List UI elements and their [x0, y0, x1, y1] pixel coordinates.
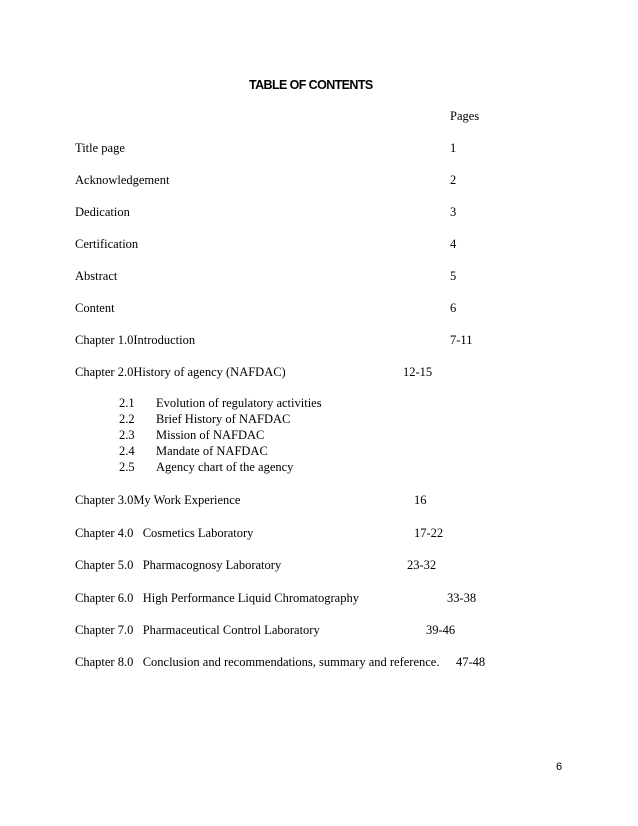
toc-entry-label: Title page	[75, 141, 125, 155]
toc-entry-page: 3	[450, 205, 457, 219]
toc-entry-label: Chapter 3.0My Work Experience	[75, 493, 241, 507]
toc-title: TABLE OF CONTENTS	[249, 78, 373, 92]
toc-entry-label: Dedication	[75, 205, 130, 219]
toc-entry-page: 12-15	[403, 365, 433, 379]
subsection-number: 2.1	[119, 396, 135, 410]
pages-column-header: Pages	[450, 109, 480, 123]
toc-entry-label: Abstract	[75, 269, 118, 283]
toc-entry-page: 1	[450, 141, 457, 155]
toc-entry-page: 47-48	[456, 655, 486, 669]
subsection-title: Evolution of regulatory activities	[156, 396, 322, 410]
subsection-number: 2.2	[119, 412, 135, 426]
toc-entry-label: Content	[75, 301, 115, 315]
toc-entry-label: Chapter 5.0 Pharmacognosy Laboratory	[75, 558, 282, 572]
subsection-title: Agency chart of the agency	[156, 460, 294, 474]
toc-entry-label: Acknowledgement	[75, 173, 170, 187]
toc-entry-page: 33-38	[447, 591, 477, 605]
subsection-title: Brief History of NAFDAC	[156, 412, 291, 426]
subsection-title: Mission of NAFDAC	[156, 428, 265, 442]
toc-entry-label: Chapter 6.0 High Performance Liquid Chromatography	[75, 591, 359, 605]
toc-entry-page: 17-22	[414, 526, 444, 540]
toc-entry-page: 5	[450, 269, 457, 283]
toc-entry-label: Chapter 8.0 Conclusion and recommendations, summary and reference.	[75, 655, 440, 669]
subsection-number: 2.3	[119, 428, 135, 442]
subsection-number: 2.5	[119, 460, 135, 474]
toc-entry-page: 23-32	[407, 558, 437, 572]
toc-entry-page: 39-46	[426, 623, 456, 637]
subsection-number: 2.4	[119, 444, 135, 458]
toc-entry-page: 6	[450, 301, 457, 315]
toc-entry-label: Chapter 1.0Introduction	[75, 333, 196, 347]
toc-entry-label: Chapter 7.0 Pharmaceutical Control Laboratory	[75, 623, 320, 637]
toc-entry-page: 7-11	[450, 333, 473, 347]
toc-entry-label: Certification	[75, 237, 139, 251]
toc-entry-page: 2	[450, 173, 457, 187]
subsection-title: Mandate of NAFDAC	[156, 444, 268, 458]
toc-entry-page: 16	[414, 493, 427, 507]
page-number: 6	[556, 761, 563, 773]
toc-entry-page: 4	[450, 237, 457, 251]
toc-entry-label: Chapter 4.0 Cosmetics Laboratory	[75, 526, 254, 540]
toc-entry-label: Chapter 2.0History of agency (NAFDAC)	[75, 365, 286, 379]
